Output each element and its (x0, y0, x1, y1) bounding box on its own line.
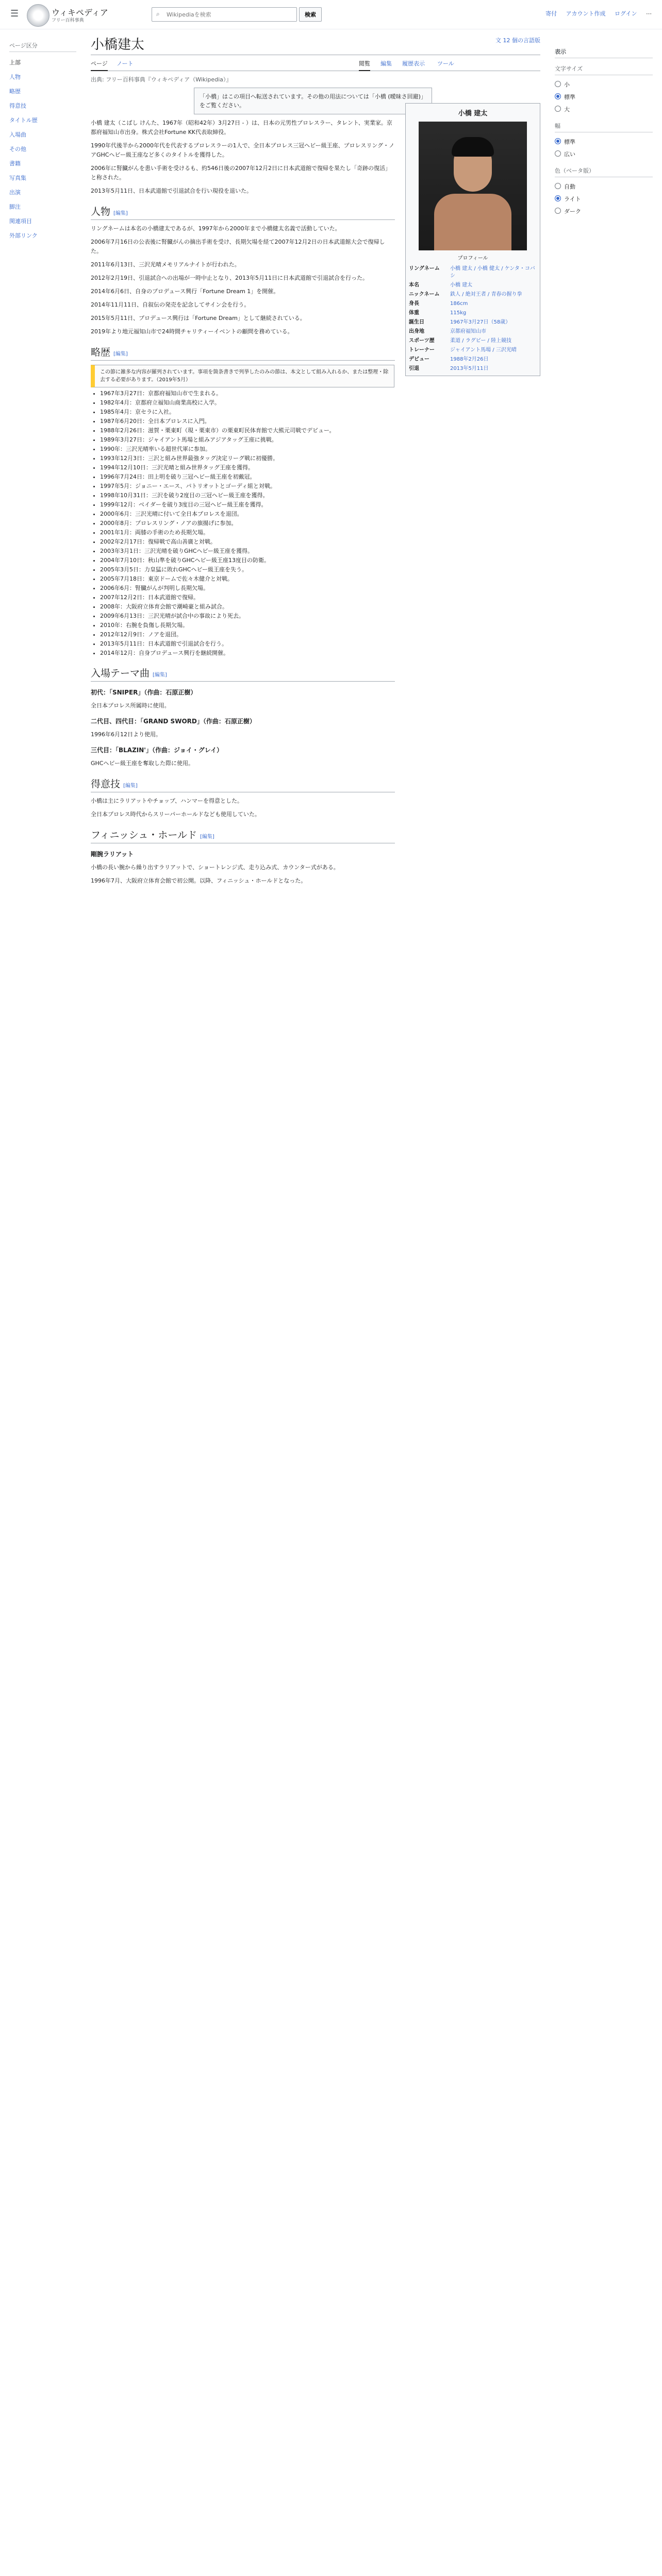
radio-icon (555, 106, 561, 112)
infobox-key: ニックネーム (409, 292, 440, 297)
infobox-row (408, 318, 538, 327)
infobox-value: 186cm (450, 301, 468, 307)
search-button[interactable]: 検索 (299, 7, 322, 22)
list-item: • 2003年3月1日：三沢光晴を破りGHCヘビー級王座を獲得。 (100, 547, 395, 555)
search-box[interactable] (152, 7, 297, 22)
option-label: 自動 (564, 183, 575, 190)
infobox-key: 出身地 (409, 329, 424, 334)
infobox-key: デビュー (409, 357, 429, 362)
list-item: • 2000年8月：プロレスリング・ノアの旗揚げに参加。 (100, 519, 395, 528)
intro-paragraph: 2006年に腎臓がんを患い手術を受けるも、約546日後の2007年12月2日に日本武道館で復帰を果たし「奇跡の復活」と称された。 (91, 165, 391, 181)
list-item: • 1987年6月20日：全日本プロレスに入門。 (100, 417, 395, 426)
portrait-body (434, 194, 511, 250)
infobox-value[interactable]: 柔道 / ラグビー / 陸上競技 (450, 338, 512, 344)
infobox-row (408, 309, 538, 318)
list-item: • 1994年12月10日：三沢光晴と組み世界タッグ王座を獲得。 (100, 464, 395, 472)
toc-heading: ページ区分 (9, 41, 76, 52)
appearance-heading: 表示 (555, 47, 653, 58)
user-links (538, 9, 652, 18)
theme-name: 三代目：「BLAZIN'」（作曲：ジョイ・グレイ） (91, 747, 223, 754)
tab-talk[interactable]: ノート (117, 60, 134, 67)
tagline: フリー百科事典 (52, 18, 84, 23)
list-item: • 2006年6月：腎臓がんが判明し長期欠場。 (100, 584, 395, 592)
list-item: • 1989年3月27日：ジャイアント馬場と組みアジアタッグ王座に挑戦。 (100, 436, 395, 444)
list-item: • 2005年7月18日：東京ドームで佐々木健介と対戦。 (100, 575, 395, 583)
paragraph: 2012年2月19日、引退試合への出場が一時中止となり、2013年5月11日に日本武道館で引退試合を行った。 (91, 275, 368, 281)
section-heading-person (91, 207, 395, 220)
toc-item-external[interactable]: 外部リンク (9, 232, 38, 239)
color-heading: 色（ベータ版） (555, 166, 653, 177)
toc-item-history[interactable]: 略歴 (9, 88, 21, 95)
infobox-key: 体重 (409, 310, 419, 316)
section-heading-themes (91, 669, 395, 682)
page-title: 小橋建太 (91, 37, 145, 53)
site-header (0, 0, 662, 29)
option-label: 小 (564, 81, 570, 88)
list-item: • 2000年6月：三沢光晴に付いて全日本プロレスを退団。 (100, 510, 395, 518)
infobox-value[interactable]: 1988年2月26日 (450, 357, 489, 362)
infobox-caption: プロフィール (457, 256, 488, 261)
list-item: • 1993年12月3日：三沢と組み世界最強タッグ決定リーグ戦に初優勝。 (100, 454, 395, 463)
infobox-row (408, 281, 538, 290)
list-item: • 2013年5月11日：日本武道館で引退試合を行う。 (100, 640, 395, 648)
infobox-row (408, 336, 538, 346)
list-item: • 2007年12月2日：日本武道館で復帰。 (100, 594, 395, 602)
infobox-value[interactable]: 1967年3月27日（58歳） (450, 319, 511, 325)
heading-text: フィニッシュ・ホールド (91, 829, 197, 841)
tab-tools[interactable]: ツール (437, 60, 454, 67)
toc-item-books[interactable]: 書籍 (9, 160, 21, 167)
infobox (405, 103, 540, 376)
text-size-large[interactable] (555, 103, 653, 115)
portrait-hair (452, 137, 494, 157)
hatnote: 「小橋」はこの項目へ転送されています。その他の用法については「小橋 (曖昧さ回避)」をご覧ください。 (194, 88, 432, 114)
intro-paragraph: 小橋 建太（こばし けんた、1967年（昭和42年）3月27日 - ）は、日本の元男性プロレスラー、タレント、実業家。京都府福知山市出身。株式会社Fortune KK代表取締役。 (91, 120, 392, 135)
option-label: ダーク (564, 208, 581, 215)
option-label: 標準 (564, 94, 575, 100)
infobox-value: 115kg (450, 310, 467, 316)
radio-icon (555, 150, 561, 157)
infobox-row (408, 290, 538, 299)
width-standard[interactable] (555, 135, 653, 148)
infobox-value[interactable]: 小橋 建太 / 小橋 健太 / ケンタ・コバシ (450, 266, 535, 279)
option-label: 広い (564, 151, 575, 158)
heading-text: 人物 (91, 206, 111, 217)
infobox-row (408, 299, 538, 309)
infobox-key: 本名 (409, 282, 419, 288)
heading-text: 略歴 (91, 347, 111, 358)
text-size-heading: 文字サイズ (555, 64, 653, 75)
text-size-standard[interactable] (555, 91, 653, 103)
list-item: • 2002年2月17日：復帰戦で高山善廣と対戦。 (100, 538, 395, 546)
paragraph: 2015年5月11日、プロデュース興行は「Fortune Dream」として継続されている。 (91, 315, 306, 321)
toc-item-photobooks[interactable]: 写真集 (9, 175, 26, 181)
list-item: • 2005年3月5日：力皇猛に敗れGHCヘビー級王座を失う。 (100, 566, 395, 574)
text-size-small[interactable] (555, 78, 653, 91)
theme-name: 二代目、四代目：「GRAND SWORD」（作曲：石原正樹） (91, 718, 256, 725)
edit-section-link[interactable]: [編集] (113, 351, 128, 357)
list-item: • 2014年12月：自身プロデュース興行を継続開催。 (100, 649, 395, 657)
toc-item-moves[interactable]: 得意技 (9, 103, 26, 109)
infobox-row (408, 264, 538, 281)
radio-icon (555, 81, 561, 87)
infobox-value[interactable]: 鉄人 / 絶対王者 / 青春の握り拳 (450, 292, 522, 297)
paragraph: GHCヘビー級王座を奪取した際に使用。 (91, 760, 194, 767)
infobox-key: スポーツ歴 (409, 338, 435, 344)
heading-text: 入場テーマ曲 (91, 668, 150, 679)
paragraph: リングネームは本名の小橋建太であるが、1997年から2000年まで小橋健太名義で活動していた。 (91, 225, 341, 232)
title-row (91, 31, 540, 55)
appearance-panel (555, 41, 653, 217)
list-item: • 1982年4月：京都府立福知山商業高校に入学。 (100, 399, 395, 407)
theme-name: 初代：「SNIPER」（作曲：石原正樹） (91, 689, 197, 696)
radio-selected-icon (555, 138, 561, 144)
infobox-key: 引退 (409, 366, 419, 371)
section-heading-history (91, 348, 395, 361)
toc-item-titles[interactable]: タイトル歴 (9, 117, 38, 124)
main-content (91, 31, 540, 890)
infobox-key: 誕生日 (409, 319, 424, 325)
width-wide[interactable] (555, 148, 653, 160)
list-item: • 2008年：大阪府立体育会館で潮崎豪と組み試合。 (100, 603, 395, 611)
paragraph: 2019年より地元福知山市で24時間チャリティーイベントの顧問を務めている。 (91, 328, 293, 335)
page-tabs (91, 55, 540, 71)
finisher-name: 剛腕ラリアット (91, 851, 134, 858)
color-auto[interactable] (555, 180, 653, 193)
option-label: ライト (564, 196, 581, 202)
list-item: • 2009年6月13日：三沢光晴が試合中の事故により死去。 (100, 612, 395, 620)
toc-item-themes[interactable]: 入場曲 (9, 131, 26, 138)
option-label: 大 (564, 106, 570, 113)
paragraph: 全日本プロレス時代からスリーパーホールドなども使用していた。 (91, 811, 260, 818)
more-options-icon[interactable]: ⋯ (646, 10, 652, 17)
infobox-key: リングネーム (409, 266, 440, 272)
infobox-row (408, 327, 538, 336)
infobox-value[interactable]: 小橋 建太 (450, 282, 473, 288)
infobox-key: トレーナー (409, 347, 435, 353)
search-input[interactable] (166, 9, 291, 20)
radio-selected-icon (555, 93, 561, 99)
tab-edit[interactable]: 編集 (380, 60, 392, 67)
list-item: • 2001年1月：両膝の手術のため長期欠場。 (100, 529, 395, 537)
section-heading-finishers (91, 831, 395, 843)
edit-section-link[interactable]: [編集] (113, 211, 128, 216)
radio-icon (555, 208, 561, 214)
paragraph: 全日本プロレス所属時に使用。 (91, 702, 170, 709)
edit-section-link[interactable]: [編集] (153, 672, 167, 678)
create-account-link[interactable]: アカウント作成 (566, 10, 606, 17)
list-item: • 1990年：三沢光晴率いる超世代軍に参加。 (100, 445, 395, 453)
list-item: • 1999年12月：ベイダーを破り3度目の三冠ヘビー級王座を獲得。 (100, 501, 395, 509)
portrait-image[interactable] (419, 122, 527, 250)
infobox-row (408, 346, 538, 355)
menu-icon[interactable]: ☰ (10, 8, 19, 19)
article-source: 出典: フリー百科事典『ウィキペディア（Wikipedia）』 (91, 76, 232, 83)
intro-paragraph: 2013年5月11日、日本武道館で引退試合を行い現役を退いた。 (91, 188, 252, 194)
paragraph: 1996年6月12日より使用。 (91, 731, 161, 738)
list-item: • 2012年12月9日：ノアを退団。 (100, 631, 395, 639)
radio-selected-icon (555, 195, 561, 201)
toc-item-appearances[interactable]: 出演 (9, 189, 21, 196)
toc-item-notes[interactable]: 脚注 (9, 204, 21, 210)
list-item: • 1997年5月：ジョニー・エース、パトリオットとゴーディ組と対戦。 (100, 482, 395, 490)
radio-icon (555, 183, 561, 189)
edit-section-link[interactable]: [編集] (200, 834, 214, 840)
tab-read[interactable]: 閲覧 (359, 59, 370, 71)
wikipedia-logo[interactable] (27, 4, 49, 27)
infobox-title: 小橋 建太 (458, 110, 488, 117)
color-light[interactable] (555, 193, 653, 205)
list-item: • 1998年10月31日：三沢を破り2度目の三冠ヘビー級王座を獲得。 (100, 492, 395, 500)
list-item: • 1988年2月26日：滋賀・栗東町（現・栗東市）の栗東町民体育館で大熊元司戦でデビュー。 (100, 427, 395, 435)
toc-item-related[interactable]: 関連項目 (9, 218, 32, 225)
wordmark[interactable]: ウィキペディア (52, 8, 108, 18)
paragraph: 1996年7月、大阪府立体育会館で初公開。以降、フィニッシュ・ホールドとなった。 (91, 877, 307, 884)
infobox-key: 身長 (409, 301, 419, 307)
width-heading: 幅 (555, 122, 653, 132)
history-list (91, 389, 395, 657)
infobox-row (408, 355, 538, 364)
heading-text: 得意技 (91, 778, 121, 790)
login-link[interactable]: ログイン (615, 10, 637, 17)
infobox-value[interactable]: 京都府福知山市 (450, 329, 486, 334)
maintenance-notice: この節に雑多な内容が羅列されています。事項を箇条書きで列挙したのみの節は、本文として組み入れるか、または整理・除去する必要があります。（2019年5月） (91, 365, 394, 387)
paragraph: 小橋は主にラリアットやチョップ、ハンマーを得意とした。 (91, 798, 243, 804)
infobox-value[interactable]: 2013年5月11日 (450, 366, 489, 371)
search-icon: ⌕ (156, 10, 160, 18)
paragraph: 2014年11月11日、自叙伝の発売を記念してサイン会を行う。 (91, 301, 250, 308)
list-item: • 2004年7月10日：秋山準を破りGHCヘビー級王座13度目の防衛。 (100, 556, 395, 565)
paragraph: 2014年6月6日、自身のプロデュース興行「Fortune Dream 1」を開催。 (91, 288, 279, 295)
paragraph: 2006年7月16日の公表後に腎臓がんの摘出手術を受け、長期欠場を経て2007年12月2日の日本武道館大会で復帰した。 (91, 239, 385, 255)
intro-paragraph: 1990年代後半から2000年代を代表するプロレスラーの1人で、全日本プロレス三冠ヘビー級王座、プロレスリング・ノアGHCヘビー級王座など多くのタイトルを獲得した。 (91, 142, 395, 158)
edit-section-link[interactable]: [編集] (123, 783, 138, 789)
article-body (91, 118, 395, 886)
tab-article[interactable]: ページ (91, 59, 108, 71)
list-item: • 1985年4月：京セラに入社。 (100, 408, 395, 416)
tab-history[interactable]: 履歴表示 (402, 60, 425, 67)
toc-item-other[interactable]: その他 (9, 146, 26, 152)
paragraph: 2011年6月13日、三沢光晴メモリアルナイトが行われた。 (91, 261, 240, 268)
donate-link[interactable]: 寄付 (545, 10, 557, 17)
infobox-row (408, 364, 538, 374)
paragraph: 小橋の長い腕から繰り出すラリアットで、ショートレンジ式、走り込み式、カウンター式がある。 (91, 864, 339, 871)
list-item: • 1967年3月27日：京都府福知山市で生まれる。 (100, 389, 395, 398)
color-dark[interactable] (555, 205, 653, 217)
language-button[interactable]: 文 12 個の言語版 (495, 37, 540, 44)
toc-item-top[interactable]: 上部 (9, 59, 21, 66)
toc-item-person[interactable]: 人物 (9, 74, 21, 80)
infobox-value[interactable]: ジャイアント馬場 / 三沢光晴 (450, 347, 517, 353)
section-heading-moves (91, 779, 395, 792)
toc-sidebar (9, 41, 76, 243)
list-item: • 2010年：右腕を負傷し長期欠場。 (100, 621, 395, 630)
list-item: • 1996年7月24日：田上明を破り三冠ヘビー級王座を初戴冠。 (100, 473, 395, 481)
option-label: 標準 (564, 139, 575, 145)
